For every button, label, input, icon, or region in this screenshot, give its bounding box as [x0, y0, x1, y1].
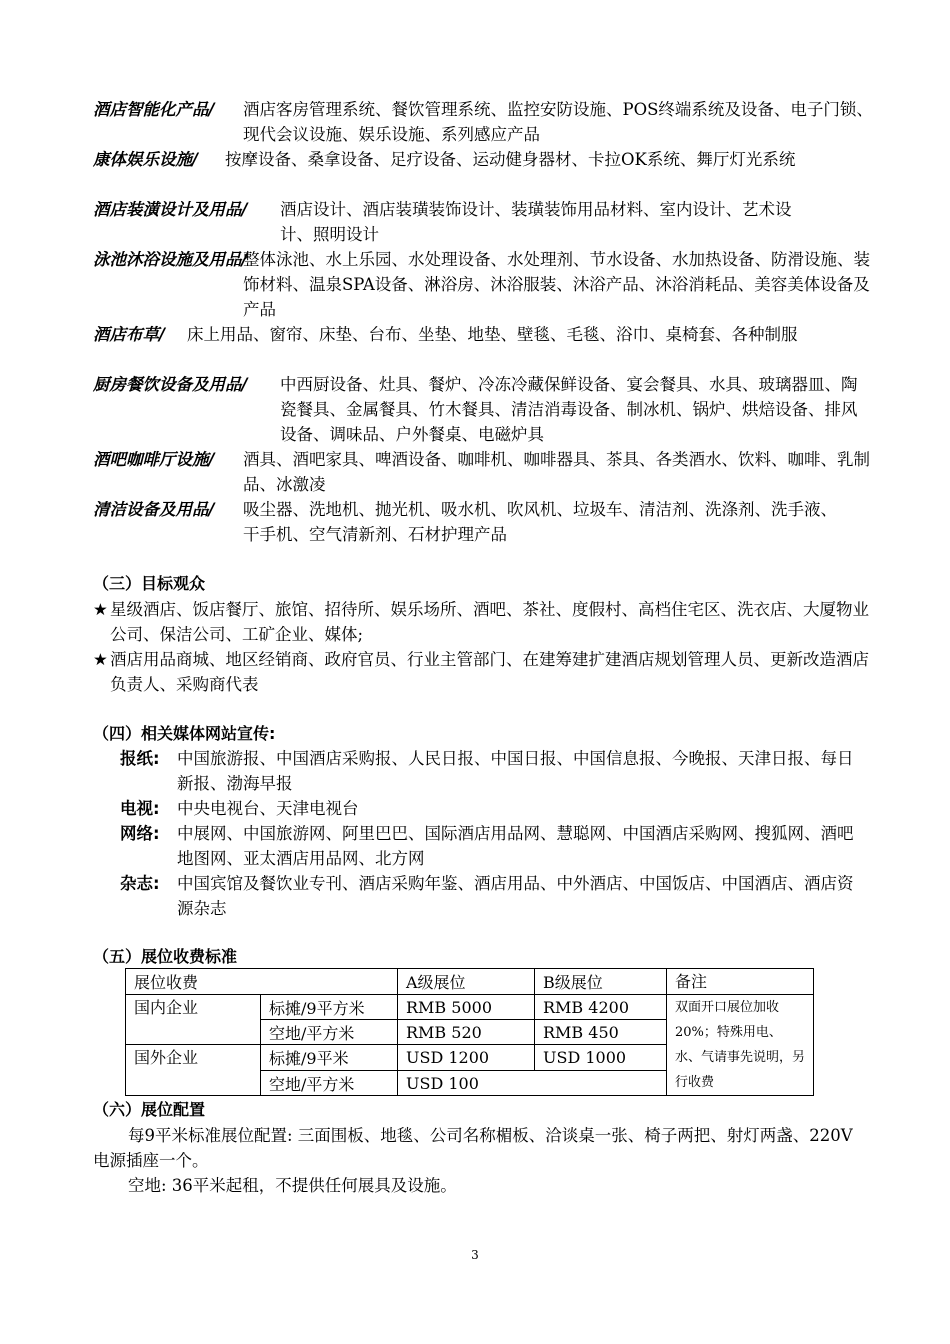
- table-cell: RMB 5000: [398, 995, 535, 1020]
- category-text: 整体泳池、水上乐园、水处理设备、水处理剂、节水设备、水加热设备、防滑设施、装饰材料、温泉SPA设备、淋浴房、沐浴服装、沐浴产品、沐浴消耗品、美容美体设备及产品: [243, 250, 870, 319]
- category-item: [93, 197, 873, 247]
- media-item: [120, 871, 865, 921]
- category-label: 酒店智能化产品/: [93, 100, 215, 119]
- category-text: 中西厨设备、灶具、餐炉、冷冻冷藏保鲜设备、宴会餐具、水具、玻璃器皿、陶瓷餐具、金属餐具、竹木餐具、清洁消毒设备、制冰机、锅炉、烘焙设备、排风设备、调味品、户外餐桌、电磁炉具: [280, 375, 858, 444]
- category-item: [93, 372, 873, 447]
- audience-item: [93, 597, 873, 647]
- table-row: [126, 995, 814, 1020]
- media-label: 杂志:: [120, 874, 160, 893]
- media-text: 中央电视台、天津电视台: [177, 799, 359, 818]
- section-title-media: （四）相关媒体网站宣传:: [93, 724, 276, 743]
- fee-table: [125, 968, 814, 1096]
- header-cell: 备注: [667, 969, 814, 995]
- category-item: [93, 322, 873, 347]
- category-label: 酒吧咖啡厅设施/: [93, 450, 215, 469]
- table-cell: 空地/平方米: [261, 1071, 398, 1096]
- category-text: 吸尘器、洗地机、抛光机、吸水机、吹风机、垃圾车、清洁剂、洗涤剂、洗手液、干手机、空气清新剂、石材护理产品: [243, 500, 837, 544]
- category-text: 床上用品、窗帘、床垫、台布、坐垫、地垫、壁毯、毛毯、浴巾、桌椅套、各种制服: [187, 325, 798, 344]
- category-label: 康体娱乐设施/: [93, 150, 199, 169]
- category-item: [93, 147, 873, 172]
- section-title-fees: （五）展位收费标准: [93, 947, 238, 966]
- section-title-config: （六）展位配置: [93, 1100, 206, 1119]
- media-label: 报纸:: [120, 749, 160, 768]
- table-cell: RMB 4200: [535, 995, 667, 1020]
- table-cell: 空地/平方米: [261, 1020, 398, 1045]
- config-paragraph: 每9平米标准展位配置: 三面围板、地毯、公司名称楣板、洽谈桌一张、椅子两把、射灯两盏、220V电源插座一个。: [93, 1126, 853, 1170]
- audience-item: [93, 647, 873, 697]
- config-paragraph: 空地: 36平米起租，不提供任何展具及设施。: [128, 1176, 457, 1195]
- table-cell: 标摊/9平米: [261, 1045, 398, 1071]
- header-cell: 展位收费: [126, 969, 398, 995]
- media-text: 中展网、中国旅游网、阿里巴巴、国际酒店用品网、慧聪网、中国酒店采购网、搜狐网、酒吧地图网、亚太酒店用品网、北方网: [177, 824, 854, 868]
- table-cell: USD 100: [398, 1071, 667, 1096]
- category-label: 清洁设备及用品/: [93, 500, 215, 519]
- category-label: 酒店布草/: [93, 325, 166, 344]
- table-cell: 国内企业: [126, 995, 261, 1045]
- media-item: [120, 746, 865, 796]
- star-icon: ★: [93, 600, 108, 619]
- table-cell: RMB 520: [398, 1020, 535, 1045]
- media-label: 网络:: [120, 824, 160, 843]
- category-item: [93, 497, 873, 547]
- media-item: [120, 821, 865, 871]
- category-item: [93, 447, 873, 497]
- header-cell: A级展位: [398, 969, 535, 995]
- audience-text: 星级酒店、饭店餐厅、旅馆、招待所、娱乐场所、酒吧、茶社、度假村、高档住宅区、洗衣店、大厦物业公司、保洁公司、工矿企业、媒体;: [110, 600, 869, 644]
- table-cell: USD 1000: [535, 1045, 667, 1071]
- note-cell: 双面开口展位加收20%；特殊用电、水、气请事先说明，另行收费: [667, 995, 814, 1096]
- page-number: 3: [471, 1248, 479, 1262]
- category-item: [93, 247, 873, 322]
- table-cell: RMB 450: [535, 1020, 667, 1045]
- category-text: 按摩设备、桑拿设备、足疗设备、运动健身器材、卡拉OK系统、舞厅灯光系统: [225, 150, 796, 169]
- table-row: [126, 969, 814, 995]
- table-cell: 标摊/9平方米: [261, 995, 398, 1020]
- category-text: 酒店设计、酒店装璜装饰设计、装璜装饰用品材料、室内设计、艺术设计、照明设计: [280, 200, 792, 244]
- table-cell: USD 1200: [398, 1045, 535, 1071]
- section-title-audience: （三）目标观众: [93, 574, 206, 593]
- header-cell: B级展位: [535, 969, 667, 995]
- category-label: 泳池沐浴设施及用品/: [93, 250, 248, 269]
- media-item: [120, 796, 865, 821]
- table-cell: 国外企业: [126, 1045, 261, 1096]
- category-item: [93, 97, 873, 147]
- category-label: 厨房餐饮设备及用品/: [93, 375, 248, 394]
- media-label: 电视:: [120, 799, 160, 818]
- media-text: 中国宾馆及餐饮业专刊、酒店采购年鉴、酒店用品、中外酒店、中国饭店、中国酒店、酒店资源杂志: [177, 874, 854, 918]
- category-text: 酒具、酒吧家具、啤酒设备、咖啡机、咖啡器具、茶具、各类酒水、饮料、咖啡、乳制品、冰激凌: [243, 450, 870, 494]
- category-label: 酒店装潢设计及用品/: [93, 200, 248, 219]
- media-text: 中国旅游报、中国酒店采购报、人民日报、中国日报、中国信息报、今晚报、天津日报、每日新报、渤海早报: [177, 749, 854, 793]
- category-text: 酒店客房管理系统、餐饮管理系统、监控安防设施、POS终端系统及设备、电子门锁、现代会议设施、娱乐设施、系列感应产品: [243, 100, 873, 144]
- star-icon: ★: [93, 650, 108, 669]
- audience-text: 酒店用品商城、地区经销商、政府官员、行业主管部门、在建筹建扩建酒店规划管理人员、更新改造酒店负责人、采购商代表: [110, 650, 869, 694]
